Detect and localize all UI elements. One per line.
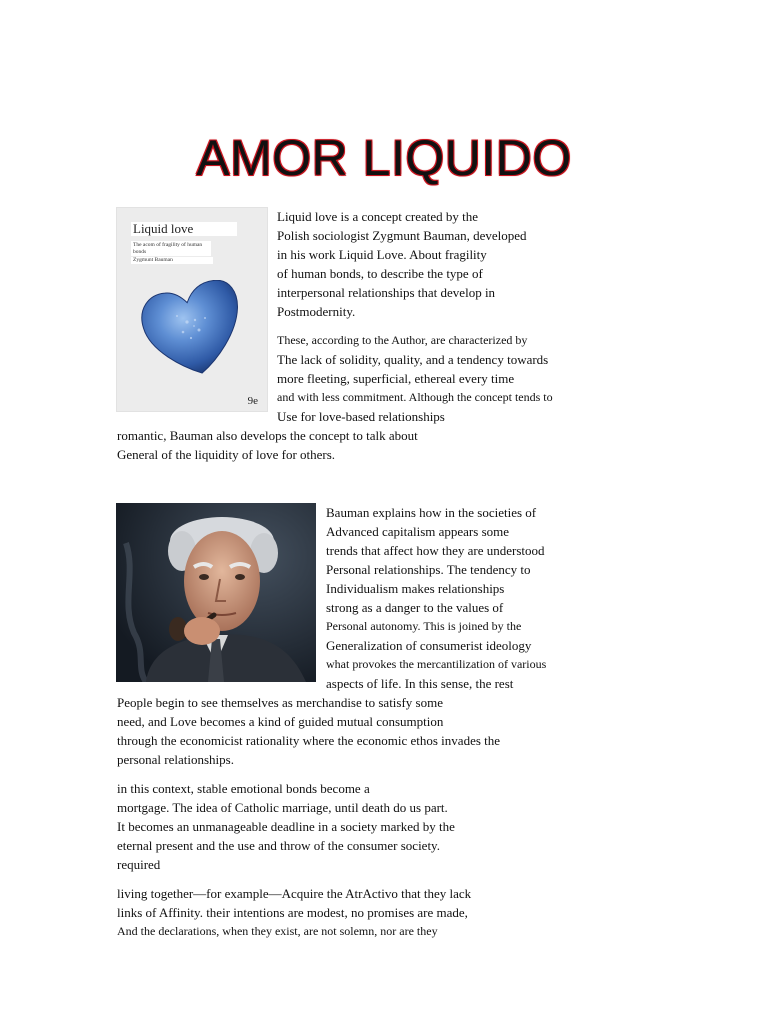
text-line: in his work Liquid Love. About fragility (277, 247, 487, 262)
text-line: mortgage. The idea of Catholic marriage, until death do us part. (117, 800, 448, 815)
text-line: The lack of solidity, quality, and a tendency towards (277, 352, 549, 367)
text-line: living together—for example—Acquire the AtrActivo that they lack (117, 886, 472, 901)
text-line: interpersonal relationships that develop in (277, 285, 496, 300)
text-line: Individualism makes relationships (326, 581, 505, 596)
text-line: in this context, stable emotional bonds become a (117, 781, 370, 796)
document-title: AMOR LIQUIDO (196, 130, 572, 186)
text-line: And the declarations, when they exist, are not solemn, nor are they (117, 924, 438, 938)
text-line: romantic, Bauman also develops the concept to talk about (117, 428, 418, 443)
text-line: strong as a danger to the values of (326, 600, 504, 615)
text-line: aspects of life. In this sense, the rest (326, 676, 514, 691)
text-line: Generalization of consumerist ideology (326, 638, 532, 653)
bauman-portrait-image (116, 503, 316, 682)
text-line: Postmodernity. (277, 304, 356, 319)
text-line: required (117, 857, 161, 872)
text-line: personal relationships. (117, 752, 234, 767)
text-line: People begin to see themselves as merchandise to satisfy some (117, 695, 444, 710)
book-cover-number: 9e (247, 395, 258, 407)
text-line: eternal present and the use and throw of the consumer society. (117, 838, 440, 853)
text-line: through the economicist rationality where the economic ethos invades the (117, 733, 501, 748)
text-line: Personal relationships. The tendency to (326, 562, 531, 577)
book-cover-title: Liquid love (131, 222, 237, 236)
portrait-illustration (116, 503, 316, 682)
text-line: Liquid love is a concept created by the (277, 209, 479, 224)
text-line: need, and Love becomes a kind of guided mutual consumption (117, 714, 444, 729)
book-cover-subtitle: The acom of fragility of human bonds (131, 241, 211, 256)
text-line: These, according to the Author, are characterized by (277, 333, 528, 347)
text-line: Polish sociologist Zygmunt Bauman, developed (277, 228, 527, 243)
text-line: Use for love-based relationships (277, 409, 445, 424)
book-cover-image (116, 207, 268, 412)
text-line: and with less commitment. Although the concept tends to (277, 390, 553, 404)
text-line: what provokes the mercantilization of various (326, 657, 547, 671)
text-line: links of Affinity. their intentions are modest, no promises are made, (117, 905, 468, 920)
text-line: Bauman explains how in the societies of (326, 505, 537, 520)
text-line: Advanced capitalism appears some (326, 524, 510, 539)
text-line: of human bonds, to describe the type of (277, 266, 483, 281)
text-line: Personal autonomy. This is joined by the (326, 619, 522, 633)
book-cover-author: Zygmunt Bauman (131, 257, 213, 264)
text-line: It becomes an unmanageable deadline in a society marked by the (117, 819, 455, 834)
text-line: General of the liquidity of love for others. (117, 447, 336, 462)
text-line: more fleeting, superficial, ethereal every time (277, 371, 515, 386)
blue-heart-icon (139, 280, 247, 376)
text-line: trends that affect how they are understood (326, 543, 545, 558)
